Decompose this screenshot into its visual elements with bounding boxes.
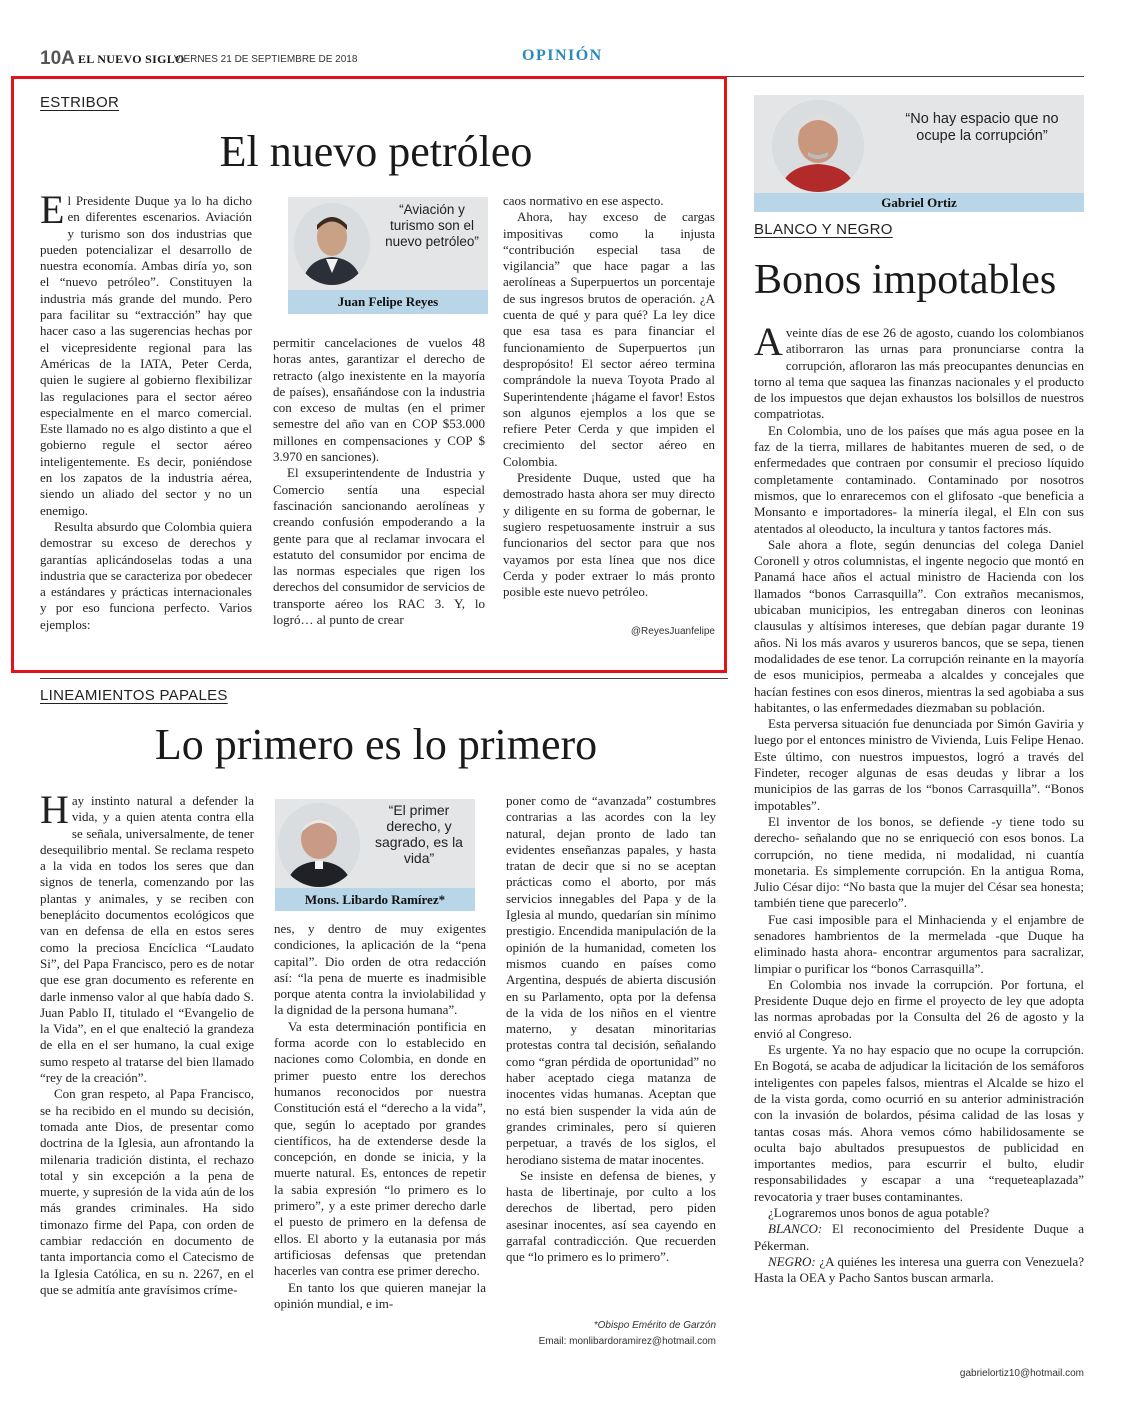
article2-author-box (275, 799, 475, 911)
article2-text-3: nes, y dentro de muy exigentes condiciones, la aplicación de la “pena capital”. Dio orden de otra redacción así: “la pena de muerte es inadmisible porque atenta contra la inviolabilidad y la dignidad de la persona humana”. (274, 921, 486, 1018)
article3-text-2: En Colombia, uno de los países que más agua posee en la faz de la tierra, millares de habitantes mueren de sed, o de enfermedades que contraen por consumir el precioso líquido completamente contaminado. Contaminado por nosotros mismos, que lo enrarecemos con el glifosato -que beneficia a Monsanto e importadores- la minería ilegal, el Eln con sus atentados al oleoducto, la incultura y tantos factores más. (754, 422, 1084, 536)
article1-text-4: El exsuperintendente de Industria y Comercio sentía una especial fascinación sancionando aerolíneas y creando confusión empoderando a la gente para que al reclamar invocara el estatuto del consumidor por encima de las normas especiales que rigen los derechos del consumidor de servicios de transporte aéreo los RAC 3. Y, lo logró… al punto de crear (273, 465, 485, 628)
article3-column (754, 325, 1084, 1340)
dropcap: H (40, 793, 69, 832)
portrait-icon (294, 203, 370, 285)
article1-column-1 (40, 193, 252, 643)
issue-date: VIERNES 21 DE SEPTIEMBRE DE 2018 (174, 54, 358, 65)
article2-author-name: Mons. Libardo Ramírez* (275, 888, 475, 911)
article2-footnote: *Obispo Emérito de Garzón (593, 1320, 716, 1331)
article1-text-1: l Presidente Duque ya lo ha dicho en diferentes escenarios. Aviación y turismo son dos industrias que pueden potencializar el desarrollo de nuestra economía. Ambas diría yo, son el “nuevo petróleo”. Constituyen la industria más grande del mundo. Pero para facilitar su “extracción” hay que hacer caso a las sugerencias hechas por el vicepresidente regional para las Américas de la IATA, Peter Cerda, quien le sugiere al gobierno flexibilizar las regulaciones para el sector aéreo especialmente en el marco comercial. Este llamado no es algo distinto a que el gobierno regule el sector aéreo inteligentemente. Es decir, poniéndose en los zapatos de la industria aérea, siendo un aliado del sector y no un enemigo. (40, 193, 252, 518)
article2-text-1: ay instinto natural a defender la vida, y a quien atenta contra ella se señala, universalmente, de tener desequilibrio mental. Se reclama respeto a la vida en todos los seres que dan signos de tenerla, comenzando por las plantas y animales, y se reciben con beneplácito documentos ecológicos que van en defensa de ella en estos seres como la preciosa Encíclica “Laudato Si”, del Papa Francisco, pero es de notar que ese gran documento es referente en darle inmenso valor al que había dado S. Juan Pablo II, titulado el “Evangelio de la Vida”, en el que enalteció la grandeza de ella en el ser humano, la cual exige sumo respeto al tratarse del bien llamado “rey de la creación”. (40, 793, 254, 1086)
author-photo-ortiz (772, 100, 864, 192)
article1-text-5: caos normativo en ese aspecto. (503, 193, 664, 208)
author-photo-reyes (294, 203, 370, 285)
article3-text-5: El inventor de los bonos, se defiende -y tiene todo su derecho- señalando que no se enriqueció con esos bonos. La corrupción, no tiene medida, ni modalidad, ni cuantía monetaria. Es simplemente corrupción. En la antigua Roma, Julio César dijo: “No basta que la mujer del César sea honesta; también tiene que parecerlo”. (754, 813, 1084, 911)
article3-blanco (754, 1221, 1084, 1254)
article1-text-2: Resulta absurdo que Colombia quiera demostrar su exceso de derechos y garantías aplicándoselas todas a una industria que se caracteriza por obedecer a estándares y prácticas internacionales y por eso funciona perfecto. Varios ejemplos: (40, 518, 252, 632)
article3-title: Bonos impotables (754, 257, 1057, 303)
article2-text-5: En tanto los que quieren manejar la opinión mundial, e im- (274, 1279, 486, 1311)
negro-text: ¿A quiénes les interesa una guerra con Venezuela? Hasta la OEA y Pacho Santos buscan armarla. (754, 1253, 1084, 1286)
dropcap: A (754, 325, 783, 364)
article1-title: El nuevo petróleo (219, 127, 533, 176)
article1-column-2 (273, 335, 485, 645)
article2-pull-quote: “El primer derecho, y sagrado, es la vida” (375, 802, 463, 866)
article2-text-6: poner como de “avanzada” costumbres contrarias a las acordes con la ley natural, dejan pronto de lado tan evidentes enseñanzas papales, y hasta tratan de decir que si no se aceptan prácticas como el aborto, por más servicios innegables del Papa y de la Iglesia al mundo, quedarían sin mínimo prestigio. Encendida manipulación de la opinión de la humanidad, cometen los mismos cuando en países como Argentina, después de abierta discusión en su Parlamento, opta por la defensa de la vida de los niños en el vientre materno, y desatan minoritarias protestas contra tal decisión, señalando como “gran pérdida de oportunidad” no haber aceptado ciega matanza de inocentes vidas humanas. Aceptan que no está bien suspender la vida aún de grandes criminales, pero sí quieren perpetuar, a través de los siglos, el herodiano sistema de matar inocentes. (506, 793, 716, 1167)
article3-author-name: Gabriel Ortiz (754, 193, 1084, 212)
article2-column-2 (274, 921, 486, 1353)
article1-pull-quote: “Aviación y turismo son el nuevo petróleo” (385, 202, 479, 249)
article1-text-7: Presidente Duque, usted que ha demostrado hasta ahora ser muy directo y diligente en su forma de gobernar, le sugiero respetuosamente instruir a sus funcionarios del sector para que nos vayamos por esta línea que nos dice Cerda y poder extraer lo más pronto posible este nuevo petróleo. (503, 470, 715, 600)
article2-column-1 (40, 793, 254, 1353)
section-divider (40, 678, 728, 679)
dropcap: E (40, 193, 65, 232)
article3-pull-quote: “No hay espacio que no ocupe la corrupción” (905, 111, 1059, 144)
article3-text-1: veinte días de ese 26 de agosto, cuando los colombianos atiborraron las urnas para pronunciarse contra la corrupción, afloraron las más preocupantes denuncias en torno al tema que saquea las finanzas nacionales y el producto de los impuestos que dejan exhaustos los bolsillos de nuestros compatriotas. (754, 325, 1084, 422)
article2-column-3 (506, 793, 716, 1317)
negro-label: NEGRO: (768, 1253, 816, 1269)
article3-email: gabrielortiz10@hotmail.com (959, 1368, 1084, 1379)
article1-signature: @ReyesJuanfelipe (630, 626, 715, 637)
author-photo-ramirez (278, 803, 360, 887)
article2-kicker: LINEAMIENTOS PAPALES (40, 687, 228, 704)
article3-kicker: BLANCO Y NEGRO (754, 221, 893, 238)
article2-title: Lo primero es lo primero (154, 720, 598, 769)
article3-text-9: ¿Lograremos unos bonos de agua potable? (768, 1205, 990, 1221)
article3-text-7: En Colombia nos invade la corrupción. Por fortuna, el Presidente Duque dejo en firme el proyecto de ley que adopta las normas aprobadas por la Consulta del 26 de agosto y la envió al Congreso. (754, 976, 1084, 1041)
article3-text-4: Esta perversa situación fue denunciada por Simón Gaviria y luego por el entonces ministro de Vivienda, Luis Felipe Henao. Este último, con nuestros impuestos, logró a través del Findeter, recoger algunas de esas deudas y librar a los municipios de las garras de los “bonos Carrasquilla”. “Bonos impotables”. (754, 716, 1084, 813)
article3-author-box (754, 95, 1084, 212)
article1-author-box (288, 197, 488, 314)
article2-text-7: Se insiste en defensa de bienes, y hasta de libertinaje, por culto a los derechos de libertad, pero piden asesinar inocentes, así sea cayendo en garrafal contradicción. Que recuerden que “lo primero es lo primero”. (506, 1167, 716, 1265)
article1-column-3 (503, 193, 715, 623)
article1-text-6: Ahora, hay exceso de cargas impositivas como la injusta “contribución especial tasa de vigilancia” que hace pagar a las aerolíneas a Superpuertos un porcentaje de sus ingresos brutos de operación. ¿A cuenta de qué y para qué? La ley dice que esa tasa es para financiar el funcionamiento de Superpuertos ¡un despropósito! El sector aéreo termina comprándole la nueva Toyota Prado al Superintendente ¡hágame el favor! Estos son algunos ejemplos a los que se refiere Peter Cerda y que impiden el crecimiento del sector aéreo en Colombia. (503, 209, 715, 469)
page-number: 10A (40, 48, 75, 69)
article2-email: Email: monlibardoramirez@hotmail.com (538, 1336, 716, 1347)
article3-negro (754, 1254, 1084, 1287)
portrait-icon (772, 100, 864, 192)
blanco-label: BLANCO: (768, 1221, 823, 1237)
section-title: OPINIÓN (522, 47, 603, 64)
article1-kicker: ESTRIBOR (40, 94, 120, 111)
article3-text-6: Fue casi imposible para el Minhacienda y el enjambre de senadores hambrientos de la mermelada -que Duque ha eliminado hasta ahora- encontrar argumentos para sacralizar, limpiar o purificar los “bonos Carrasquilla”. (754, 911, 1084, 976)
article3-text-3: Sale ahora a flote, según denuncias del colega Daniel Coronell y otros columnistas, el ingente negocio que montó en Panamá hace años el actual ministro de Hacienda con los llamados “bonos Carrasquilla”. Con extraños mecanismos, ubicaban municipios, les entregaban dineros con leoninas clausulas y altísimos intereses, que debían pagar durante 19 años. Ni los más avaros y usureros bancos, que se sepa, tienen modalidades de ese tenor. La corrupción reinante en la mayoría de esos municipios, permeaba a alcaldes y concejales que hacían festines con esos dineros, mientras la sed agobiaba a sus habitantes, o las enfermedades diezmaban su población. (754, 536, 1084, 715)
article2-text-4: Va esta determinación pontificia en forma acorde con lo establecido en naciones como Colombia, en donde en primer puesto entre los derechos humanos reconocidos por nuestra Constitución está el “derecho a la vida”, que, según lo aceptado por grandes científicos, ha de extenderse desde la concepción, en donde se inicia, y la muerte natural. Es, entonces de repetir la sabia expresión “lo primero es lo primero”, y a este primer derecho darle el puesto de primero en la defensa de ellos. El aborto y la eutanasia por más artificiosas defensas que pretendan hacerles van contra ese primer derecho. (274, 1018, 486, 1279)
article3-text-8: Es urgente. Ya no hay espacio que no ocupe la corrupción. En Bogotá, se acaba de adjudicar la licitación de los semáforos inteligentes con papeles falsos, mientras el Alcalde se hizo el de la vista gorda, como ocurrió en su anterior administración con la invasión de bolardos, pésima calidad de las losas y tantas cosas más. Ahora vemos cómo habilidosamente se oculta bajo abultados presupuestos de publicidad en importantes medios, para escurrir el bulto, eludir responsabilidades y escapar a una “requeteaplazada” revocatoria y traer buses contaminantes. (754, 1042, 1084, 1204)
article2-text-2: Con gran respeto, al Papa Francisco, se ha recibido en el mundo su decisión, tomada ante Dios, de presentar como doctrina de la Iglesia, aun afrontando la milenaria tradición distinta, el rechazo total y sin excepción a la pena de muerte, y supresión de la vida aún de los más grandes criminales. Ha sido timonazo firme del Papa, con orden de cambiar redacción en documento de tanta importancia como el Catecismo de la Iglesia Católica, en su n. 2267, en el que se admitía ante gravísimos críme- (40, 1086, 254, 1297)
blanco-text: El reconocimiento del Presidente Duque a Pékerman. (754, 1221, 1084, 1253)
article1-text-3: permitir cancelaciones de vuelos 48 horas antes, garantizar el derecho de retracto (algo inexistente en la mayoría de países), ensañándose con la industria con exceso de multas (en el primer semestre del año van en COP $53.000 millones en compensaciones y COP $ 3.970 en sanciones). (273, 335, 485, 465)
newspaper-name: EL NUEVO SIGLO (78, 52, 185, 66)
article1-author-name: Juan Felipe Reyes (288, 290, 488, 314)
portrait-icon (278, 803, 360, 887)
